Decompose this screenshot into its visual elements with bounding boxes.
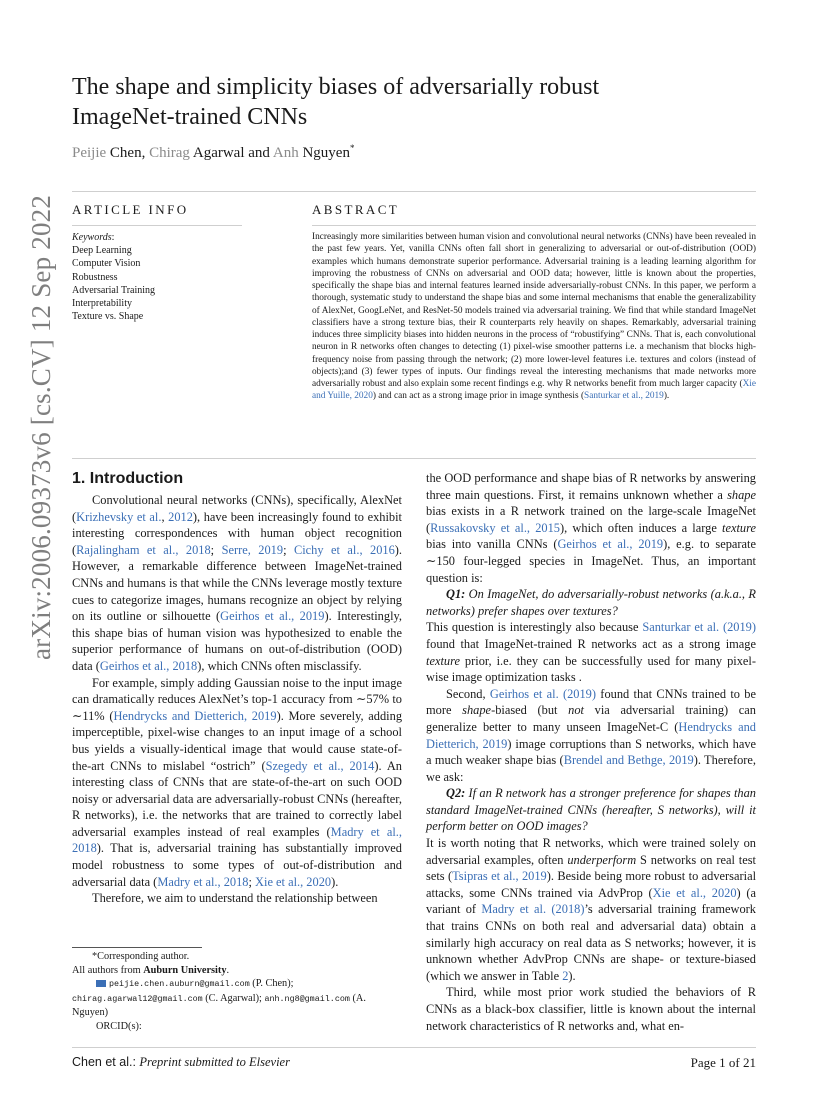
footnote-rule [72, 947, 202, 948]
divider-abstract [312, 225, 756, 226]
section-heading: 1. Introduction [72, 470, 184, 487]
citation-link[interactable]: Madry et al., 2018 [157, 874, 249, 889]
citation-link[interactable]: Madry et al., 2018 [72, 824, 402, 856]
citation-link[interactable]: Geirhos et al., 2019 [557, 537, 664, 552]
page-number: Page 1 of 21 [690, 1055, 756, 1070]
citation-link[interactable]: Xie and Yuille, 2020 [312, 379, 756, 402]
paragraph: Convolutional neural networks (CNNs), specifically, AlexNet (Krizhevsky et al., 2012), have been increasingly found to exhibit interesting correspondences with human object recognition (Rajalingham et al., 2018; Serre, 2019; Cichy et al., 2016). However, a remarkable difference between ImageNet-trained CNNs and humans is that while the CNNs leverage mostly texture cues to categorize images, humans recognize an object by relying on its outline or silhouette (Geirhos et al., 2019). Interestingly, this shape bias of human vision was hypothesized to enable the superior performance of humans on out-of-distribution (OOD) data (Geirhos et al., 2018), which CNNs often misclassify. [72, 493, 403, 673]
paragraph: the OOD performance and shape bias of R networks by answering three main questions. First, it remains unknown whether a shape bias exists in a R network trained on the large-scale ImageNet (Russakovsky et al., 2015), which often induces a large texture bias into vanilla CNNs (Geirhos et al., 2019), e.g. to separate ∼150 four-legged species in ImageNet. Thus, an important question is: [426, 471, 756, 585]
citation-link[interactable]: Santurkar et al. (2019) [642, 620, 757, 635]
email-link[interactable]: peijie.chen.auburn@gmail.com [109, 979, 250, 990]
divider-abstract-bottom [72, 458, 756, 459]
citation-link[interactable]: Xie et al., 2020 [255, 874, 332, 889]
divider-footer [72, 1047, 756, 1048]
left-column [72, 492, 402, 907]
footnote: *Corresponding author. All authors from Auburn University. peijie.chen.auburn@gmail.com (P. Chen); chirag.agarwal12@gmail.com (C. Agarwal); anh.ng8@gmail.com (A. Nguyen) ORCID(s): [72, 951, 366, 1032]
mail-icon [96, 980, 106, 987]
citation-link[interactable]: Krizhevsky et al. [76, 509, 162, 524]
citation-link[interactable]: 2012 [168, 509, 193, 524]
paragraph: Third, while most prior work studied the behaviors of R CNNs as a black-box classifier, little is known about the internal network characteristics of R networks and, what en- [426, 985, 756, 1033]
citation-link[interactable]: Geirhos et al., 2018 [99, 658, 198, 673]
email-link[interactable]: chirag.agarwal12@gmail.com [72, 993, 203, 1004]
citation-link[interactable]: Madry et al. (2018) [481, 902, 585, 917]
paper-title: The shape and simplicity biases of adversarially robust ImageNet-trained CNNs [72, 74, 600, 130]
author-list: Peijie Chen, Chirag Agarwal and Anh Nguyen* [72, 143, 355, 161]
keyword-item: Interpretability [72, 298, 132, 310]
paragraph: This question is interestingly also because Santurkar et al. (2019) found that ImageNet-trained R networks act as a strong image texture prior, i.e. they can be successfully used for many pixel-wise image optimization tasks . [426, 620, 757, 685]
keyword-item: Robustness [72, 271, 118, 283]
citation-link[interactable]: Geirhos et al. (2019) [489, 686, 597, 701]
citation-link[interactable]: Szegedy et al., 2014 [265, 758, 375, 773]
question-q2: Q2: If an R network has a stronger preference for shapes than standard ImageNet-trained CNNs (hereafter, S networks), will it perform better on OOD images? [426, 786, 756, 834]
keyword-item: Computer Vision [72, 258, 141, 270]
keyword-item: Deep Learning [72, 245, 132, 257]
keywords-block: Keywords: Deep Learning Computer Vision Robustness Adversarial Training Interpretability Texture vs. Shape [72, 231, 272, 323]
footer-running-head: Chen et al.: Preprint submitted to Elsevier [72, 1055, 290, 1069]
citation-link[interactable]: Hendrycks and Dietterich, 2019 [426, 719, 756, 751]
abstract-heading: ABSTRACT [312, 202, 400, 217]
citation-link[interactable]: Santurkar et al., 2019 [584, 391, 664, 402]
paragraph: It is worth noting that R networks, which were trained solely on adversarial examples, often underperform S networks on real test sets (Tsipras et al., 2019). Beside being more robust to adversarial attacks, some CNNs trained via AdvProp (Xie et al., 2020) (a variant of Madry et al. (2018)’s adversarial training framework that trains CNNs on both real and adversarial data) obtain a similarly high accuracy on real data as S networks; however, it is unknown whether AdvProp CNNs are shape- or texture-biased (which we answer in Table 2). [426, 836, 757, 983]
right-column [426, 470, 756, 1034]
divider-top [72, 191, 756, 192]
citation-link[interactable]: Cichy et al., 2016 [293, 542, 395, 557]
table-ref-link[interactable]: 2 [562, 968, 569, 983]
paragraph: Therefore, we aim to understand the relationship between [92, 891, 378, 906]
divider-info [72, 225, 242, 226]
citation-link[interactable]: Hendrycks and Dietterich, 2019 [113, 708, 277, 723]
paragraph: For example, simply adding Gaussian noise to the input image can dramatically reduces AlexNet’s top-1 accuracy from ∼57% to ∼11% (Hendrycks and Dietterich, 2019). More severely, adding imperceptible, pixel-wise changes to an input image of a school bus yields a visually-identical image that would cause state-of-the-art CNNs to mislabel “ostrich” (Szegedy et al., 2014). An interesting class of CNNs that are state-of-the-art on such OOD noisy or adversarial data are adversarially-robust CNNs (hereafter, R networks), i.e. the networks that are trained to correctly label adversarial examples instead of real examples (Madry et al., 2018). That is, adversarial training has substantially improved model robustness to some types of out-of-distribution and adversarial data (Madry et al., 2018; Xie et al., 2020). [72, 675, 403, 889]
citation-link[interactable]: Serre, 2019 [221, 542, 284, 557]
keyword-item: Texture vs. Shape [72, 311, 144, 323]
arxiv-side-stamp: arXiv:2006.09373v6 [cs.CV] 12 Sep 2022 [26, 194, 56, 660]
question-q1: Q1: On ImageNet, do adversarially-robust networks (a.k.a., R networks) prefer shapes over textures? [426, 587, 756, 618]
citation-link[interactable]: Geirhos et al., 2019 [220, 609, 325, 624]
citation-link[interactable]: Brendel and Bethge, 2019 [563, 753, 694, 768]
citation-link[interactable]: Rajalingham et al., 2018 [76, 542, 211, 557]
abstract-text: Increasingly more similarities between human vision and convolutional neural networks (CNNs) have been revealed in the past few years. Yet, vanilla CNNs often fall short in generalizing to adversarial or out-of-distribution (OOD) examples which humans demonstrate superior performance. Adversarial training is a leading learning algorithm for improving the robustness of CNNs on adversarial and OOD data; however, little is known about the properties, specifically the shape bias and internal features learned inside adversarially-robust CNNs. In this paper, we perform a thorough, systematic study to understand the shape bias and some internal mechanisms that enable the generalizability of AlexNet, GoogLeNet, and ResNet-50 models trained via adversarial training. We find that while standard ImageNet classifiers have a strong texture bias, their R counterparts rely heavily on shapes. Remarkably, adversarial training induces three simplicity biases into hidden neurons in the process of “robustifying” CNNs. That is, each convolutional neuron in R networks often changes to detecting (1) pixel-wise smoother patterns i.e. a mechanism that blocks high-frequency noise from passing through the network; (2) more lower-level features i.e. textures and colors (instead of objects);and (3) fewer types of inputs. Our findings reveal the interesting mechanisms that made networks more adversarially robust and also explain some recent findings e.g. why R networks benefit from much larger capacity (Xie and Yuille, 2020) and can act as a strong image prior in image synthesis (Santurkar et al., 2019). [312, 232, 756, 402]
keyword-item: Adversarial Training [72, 284, 156, 296]
citation-link[interactable]: Tsipras et al., 2019 [452, 869, 547, 884]
paragraph: Second, Geirhos et al. (2019) found that CNNs trained to be more shape-biased (but not via adversarial training) can generalize better to many unseen ImageNet-C (Hendrycks and Dietterich, 2019) image corruptions than S networks, which have a much weaker shape bias (Brendel and Bethge, 2019). Therefore, we ask: [426, 686, 757, 784]
email-link[interactable]: anh.ng8@gmail.com [264, 993, 350, 1004]
citation-link[interactable]: Xie et al., 2020 [652, 885, 737, 900]
article-info-heading: ARTICLE INFO [72, 202, 189, 217]
citation-link[interactable]: Russakovsky et al., 2015 [430, 520, 560, 535]
